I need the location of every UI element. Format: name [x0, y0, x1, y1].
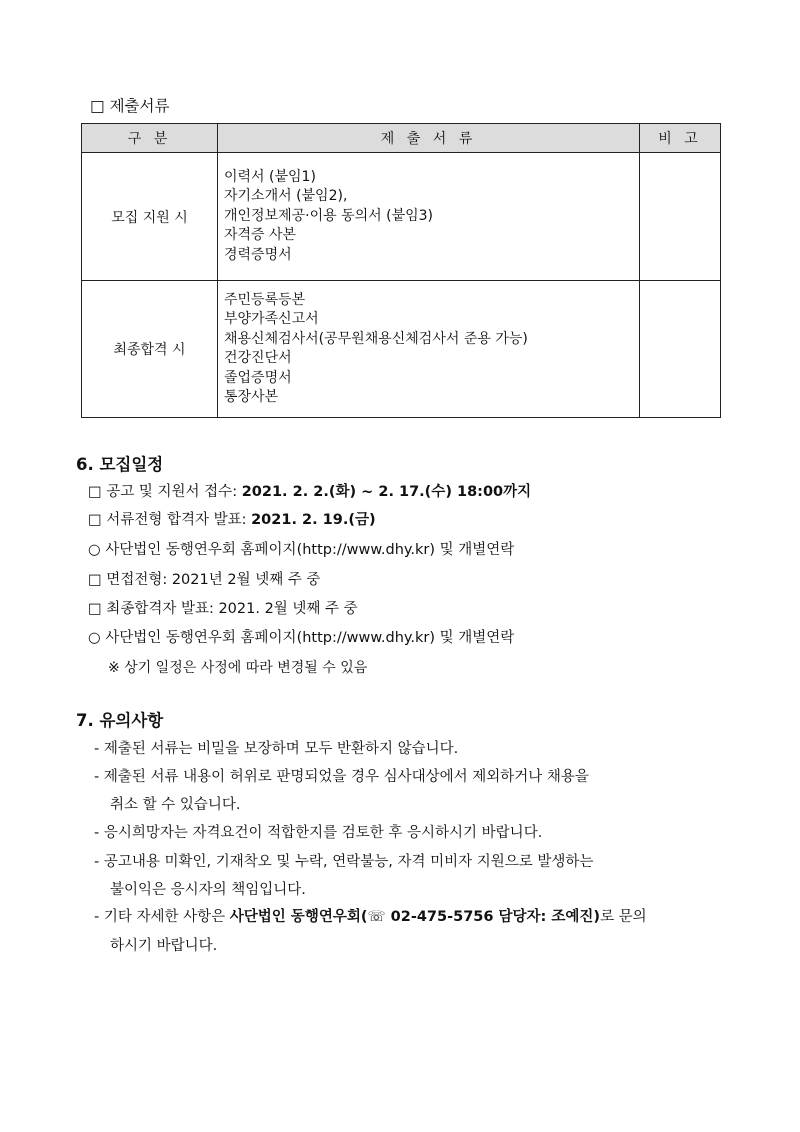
schedule-notice-1: ○ 사단법인 동행연우회 홈페이지(http://www.dhy.kr) 및 개별연락 — [88, 542, 515, 558]
document-item: 자격증 사본 — [224, 227, 297, 244]
col-header-note: 비 고 — [640, 124, 721, 153]
col-header-documents: 제 출 서 류 — [218, 124, 640, 153]
docs-section-heading: □ 제출서류 — [90, 97, 170, 115]
note-5-line-1 — [94, 905, 647, 926]
note-5-prefix: - 기타 자세한 사항은 — [94, 909, 230, 925]
document-item: 통장사본 — [224, 389, 279, 405]
table-row — [82, 153, 721, 281]
note-5-line-2: 하시기 바랍니다. — [110, 938, 218, 954]
note-1: - 제출된 서류는 비밀을 보장하며 모두 반환하지 않습니다. — [94, 741, 459, 757]
table-row — [82, 281, 721, 418]
schedule-final-result: □ 최종합격자 발표: 2021. 2월 넷째 주 중 — [88, 601, 358, 617]
document-item: 졸업증명서 — [224, 369, 292, 386]
document-item: 자기소개서 (붙임2), — [224, 188, 348, 205]
row-category: 모집 지원 시 — [82, 153, 218, 281]
schedule-interview: □ 면접전형: 2021년 2월 넷째 주 중 — [88, 572, 321, 588]
notes-heading: 7. 유의사항 — [76, 711, 164, 730]
row-note — [640, 281, 721, 418]
document-item: 부양가족신고서 — [224, 311, 319, 327]
row-document-list — [218, 281, 640, 418]
document-item: 경력증명서 — [224, 246, 292, 263]
document-item: 건강진단서 — [224, 350, 292, 366]
schedule-notice-2: ○ 사단법인 동행연우회 홈페이지(http://www.dhy.kr) 및 개별연락 — [88, 630, 515, 646]
schedule-doc-result-label: □ 서류전형 합격자 발표: — [88, 512, 252, 528]
document-item: 이력서 (붙임1) — [224, 168, 316, 185]
schedule-doc-result-value: 2021. 2. 19.(금) — [251, 512, 376, 528]
schedule-apply-label: □ 공고 및 지원서 접수: — [88, 484, 242, 500]
document-item: 채용신체검사서(공무원채용신체검사서 준용 가능) — [224, 330, 528, 347]
contact-info: 사단법인 동행연우회(☏ 02-475-5756 담당자: 조예진) — [229, 909, 601, 925]
table-header-row — [82, 124, 721, 153]
note-2-line-1: - 제출된 서류 내용이 허위로 판명되었을 경우 심사대상에서 제외하거나 채용을 — [94, 769, 589, 785]
submission-docs-table — [81, 123, 721, 418]
note-4-line-2: 불이익은 응시자의 책임입니다. — [110, 882, 306, 898]
row-note — [640, 153, 721, 281]
schedule-apply — [88, 480, 531, 501]
col-header-category: 구 분 — [82, 124, 218, 153]
note-2-line-2: 취소 할 수 있습니다. — [110, 797, 241, 813]
note-3: - 응시희망자는 자격요건이 적합한지를 검토한 후 응시하시기 바랍니다. — [94, 825, 543, 841]
document-item: 개인정보제공·이용 동의서 (붙임3) — [224, 207, 433, 224]
schedule-remark: ※ 상기 일정은 사정에 따라 변경될 수 있음 — [108, 660, 368, 676]
row-document-list — [218, 153, 640, 281]
schedule-apply-value: 2021. 2. 2.(화) ~ 2. 17.(수) 18:00까지 — [241, 484, 532, 500]
row-category: 최종합격 시 — [82, 281, 218, 418]
schedule-doc-result — [88, 508, 376, 529]
note-4-line-1: - 공고내용 미확인, 기재착오 및 누락, 연락불능, 자격 미비자 지원으로 발생하는 — [94, 854, 594, 870]
document-item: 주민등록등본 — [224, 291, 306, 308]
note-5-suffix: 로 문의 — [600, 909, 647, 925]
schedule-heading: 6. 모집일정 — [76, 455, 164, 474]
